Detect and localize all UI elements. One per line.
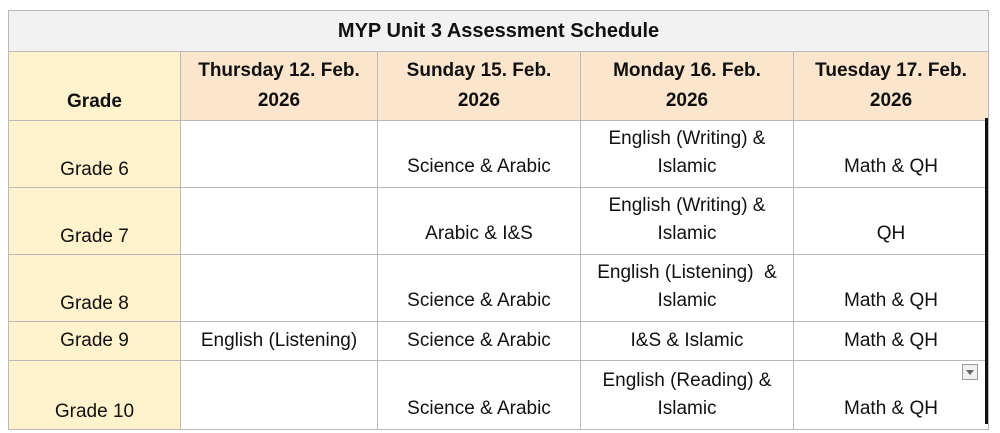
grade-cell[interactable]: Grade 6 bbox=[9, 121, 181, 188]
header-day-line2: 2026 bbox=[869, 90, 913, 111]
header-day-line1: Monday 16. Feb. bbox=[613, 60, 761, 81]
schedule-cell[interactable]: QH bbox=[794, 188, 989, 255]
schedule-sheet bbox=[8, 10, 988, 430]
schedule-cell[interactable]: Math & QH bbox=[794, 322, 989, 361]
schedule-cell[interactable]: I&S & Islamic bbox=[581, 322, 794, 361]
schedule-table bbox=[8, 10, 989, 430]
schedule-cell[interactable]: Math & QH bbox=[794, 121, 989, 188]
schedule-cell[interactable] bbox=[181, 121, 378, 188]
grade-cell[interactable]: Grade 9 bbox=[9, 322, 181, 361]
schedule-cell[interactable]: Math & QH bbox=[794, 255, 989, 322]
header-day-line1: Thursday 12. Feb. bbox=[198, 60, 360, 81]
dropdown-arrow-icon[interactable] bbox=[962, 364, 978, 380]
header-day bbox=[378, 52, 581, 121]
grade-cell[interactable]: Grade 10 bbox=[9, 361, 181, 430]
schedule-cell[interactable]: English (Writing) & Islamic bbox=[581, 188, 794, 255]
schedule-cell[interactable]: Science & Arabic bbox=[378, 322, 581, 361]
table-row bbox=[9, 255, 989, 322]
schedule-cell[interactable]: English (Listening) bbox=[181, 322, 378, 361]
header-grade: Grade bbox=[9, 52, 181, 121]
schedule-cell[interactable] bbox=[181, 255, 378, 322]
header-day-line2: 2026 bbox=[457, 90, 501, 111]
schedule-cell[interactable]: Science & Arabic bbox=[378, 255, 581, 322]
header-day bbox=[581, 52, 794, 121]
schedule-cell[interactable]: Arabic & I&S bbox=[378, 188, 581, 255]
header-day-line1: Tuesday 17. Feb. bbox=[815, 60, 967, 81]
header-day bbox=[181, 52, 378, 121]
schedule-cell[interactable] bbox=[181, 188, 378, 255]
schedule-cell[interactable]: English (Reading) & Islamic bbox=[581, 361, 794, 430]
header-row bbox=[9, 52, 989, 121]
grade-cell[interactable]: Grade 8 bbox=[9, 255, 181, 322]
table-row bbox=[9, 188, 989, 255]
schedule-cell[interactable]: Science & Arabic bbox=[378, 361, 581, 430]
table-row bbox=[9, 121, 989, 188]
header-day-line2: 2026 bbox=[665, 90, 709, 111]
header-day-line1: Sunday 15. Feb. bbox=[406, 60, 552, 81]
table-row bbox=[9, 322, 989, 361]
schedule-cell[interactable]: Math & QH bbox=[794, 361, 989, 430]
table-title: MYP Unit 3 Assessment Schedule bbox=[9, 11, 989, 52]
schedule-cell[interactable]: English (Writing) & Islamic bbox=[581, 121, 794, 188]
table-row bbox=[9, 361, 989, 430]
selection-border bbox=[985, 118, 988, 424]
title-row bbox=[9, 11, 989, 52]
schedule-cell[interactable] bbox=[181, 361, 378, 430]
schedule-cell[interactable]: English (Listening) & Islamic bbox=[581, 255, 794, 322]
grade-cell[interactable]: Grade 7 bbox=[9, 188, 181, 255]
schedule-cell[interactable]: Science & Arabic bbox=[378, 121, 581, 188]
header-day bbox=[794, 52, 989, 121]
header-day-line2: 2026 bbox=[257, 90, 301, 111]
